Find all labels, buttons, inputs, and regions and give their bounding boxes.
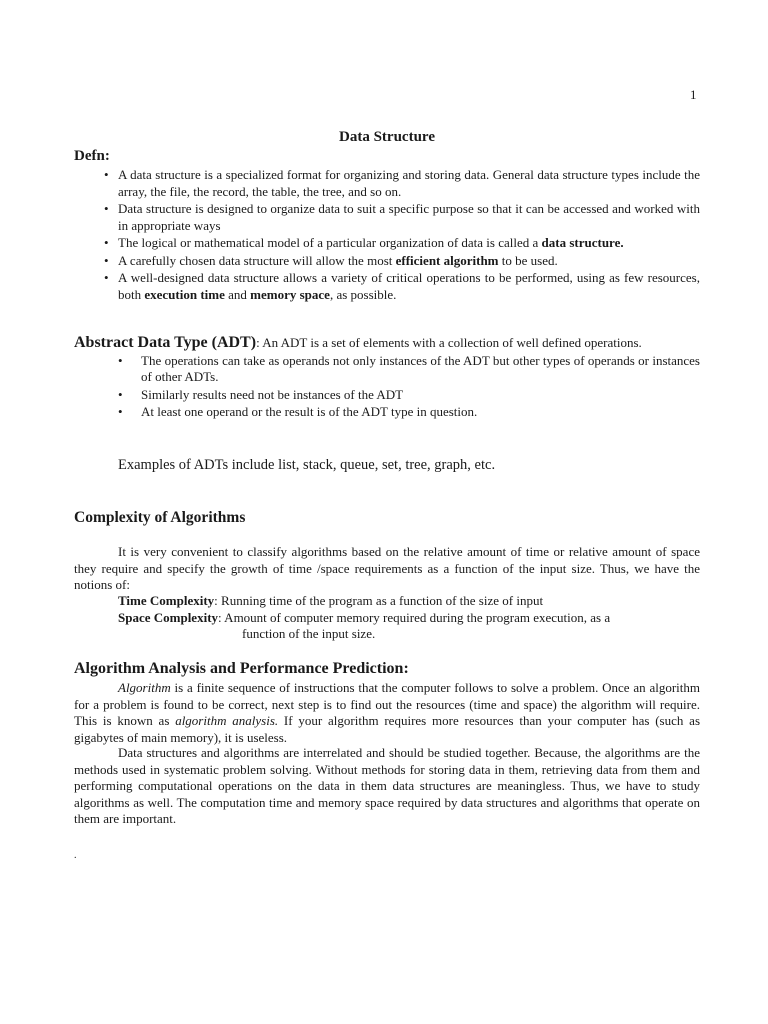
bullet-text-mid: and xyxy=(224,286,251,302)
adt-section xyxy=(74,335,700,421)
space-complexity-line xyxy=(118,610,700,627)
analysis-paragraph-1 xyxy=(74,680,700,746)
adt-bullet-2 xyxy=(118,387,700,404)
defn-bullet-1 xyxy=(104,167,700,200)
page-title: Data Structure xyxy=(339,129,435,145)
bullet-text: The operations can take as operands not only instances of the ADT but other types of operands or instances of other ADTs. xyxy=(141,352,700,384)
defn-bullet-2 xyxy=(104,201,700,234)
complexity-heading: Complexity of Algorithms xyxy=(74,509,246,526)
page-number: 1 xyxy=(690,87,697,102)
bullet-icon: • xyxy=(118,404,123,419)
bullet-icon: • xyxy=(104,167,109,182)
analysis-paragraph-2: Data structures and algorithms are interrelated and should be studied together. Because, the algorithms are the methods used in systematic problem solving. Without methods for storing data in them, retrieving data from them and performing computational operations on the data in them data structures are meaningless. Thus, we have to study algorithms as well. The computation time and memory space required by data structures and algorithms that operate on them are important. xyxy=(74,745,700,826)
adt-intro-text: : An ADT is a set of elements with a collection of well defined operations. xyxy=(256,335,642,350)
bullet-text-end: , as possible. xyxy=(329,286,397,302)
space-complexity-continuation: function of the input size. xyxy=(242,626,376,641)
bullet-icon: • xyxy=(118,386,123,402)
defn-bullet-5 xyxy=(104,270,700,303)
adt-bullet-1 xyxy=(118,353,700,386)
bullet-icon: • xyxy=(104,252,109,268)
defn-bullet-3 xyxy=(74,235,700,252)
time-complexity-label: Time Complexity xyxy=(118,593,215,608)
space-complexity-label: Space Complexity xyxy=(118,610,219,625)
bullet-icon: • xyxy=(104,270,109,285)
time-complexity-line xyxy=(118,593,700,610)
bullet-text: The logical or mathematical model of a particular organization of data is called a xyxy=(118,235,542,250)
adt-intro xyxy=(74,335,700,352)
analysis-term: Algorithm xyxy=(118,680,171,695)
bullet-icon: • xyxy=(104,201,109,216)
bullet-text: A carefully chosen data structure will allow the most xyxy=(118,252,396,268)
adt-examples: Examples of ADTs include list, stack, queue, set, tree, graph, etc. xyxy=(118,457,496,473)
bullet-bold-text-2: memory space xyxy=(250,286,330,302)
analysis-term-2: algorithm analysis. xyxy=(175,713,279,728)
bullet-text: Data structure is designed to organize data to suit a specific purpose so that it can be accessed and worked with in appropriate ways xyxy=(118,201,700,233)
bullet-icon: • xyxy=(118,352,123,368)
defn-list xyxy=(104,167,700,303)
bullet-text-end: to be used. xyxy=(498,252,558,268)
bullet-text: At least one operand or the result is of the ADT type in question. xyxy=(141,404,478,419)
defn-label: Defn: xyxy=(74,148,110,164)
analysis-heading: Algorithm Analysis and Performance Prediction: xyxy=(74,660,409,677)
bullet-bold-text: execution time xyxy=(144,286,225,302)
bullet-icon: • xyxy=(104,235,109,250)
complexity-paragraph: It is very convenient to classify algorithms based on the relative amount of time or relative amount of space they require and specify the growth of time /space requirements as a function of the input size. Thus, we have the notions of: xyxy=(74,544,700,592)
trailing-mark: . xyxy=(74,850,77,861)
bullet-text: A well-designed data structure allows a variety of critical operations to be performed, using as few resources, both xyxy=(118,270,700,302)
analysis-text-b: If your algorithm requires more resources than your computer has (such as gigabytes of main memory), it is useless. xyxy=(74,713,701,745)
bullet-bold-text: efficient algorithm xyxy=(395,252,499,268)
defn-bullet-4 xyxy=(104,253,700,270)
bullet-text: A data structure is a specialized format for organizing and storing data. General data structure types include the array, the file, the record, the table, the tree, and so on. xyxy=(118,167,700,199)
adt-heading: Abstract Data Type (ADT) xyxy=(74,334,257,351)
adt-bullet-3 xyxy=(118,404,700,421)
space-complexity-text: : Amount of computer memory required during the program execution, as a xyxy=(218,610,611,625)
adt-bullet-list xyxy=(118,353,700,421)
bullet-text: Similarly results need not be instances of the ADT xyxy=(141,386,404,402)
bullet-bold-text: data structure. xyxy=(541,235,624,250)
analysis-text-a: is a finite sequence of instructions that the computer follows to solve a problem. Once an algorithm for a problem is found to be correct, next step is to find out the resources (time and space) the algorithm will require. This is known as xyxy=(74,680,700,728)
time-complexity-text: : Running time of the program as a function of the size of input xyxy=(214,593,544,608)
